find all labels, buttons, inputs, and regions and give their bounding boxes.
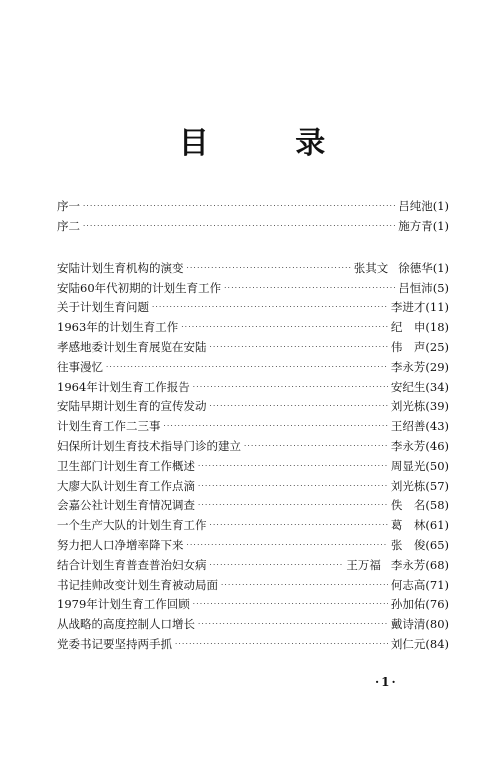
- dot-leader: [83, 202, 395, 210]
- dot-leader: [198, 462, 388, 470]
- entry-page: (29): [425, 359, 449, 374]
- entry-title: 关于计划生育问题: [57, 300, 149, 315]
- dot-leader: [181, 323, 388, 331]
- entry-author: 徐德华: [398, 260, 433, 275]
- dot-leader: [193, 600, 388, 608]
- entry-page: (25): [425, 340, 449, 355]
- entry-page: (50): [425, 458, 449, 473]
- toc-entry: [57, 555, 449, 575]
- entry-author: 李永芳: [390, 439, 426, 454]
- entry-title: 会嘉公社计划生育情况调查: [57, 498, 195, 513]
- entry-author: 戴诗清: [390, 617, 426, 632]
- dot-leader: [244, 442, 388, 450]
- entry-page: (46): [425, 439, 449, 454]
- entry-page: (18): [425, 320, 449, 335]
- toc-entry: [57, 614, 449, 634]
- entry-coauthor: 张其文: [353, 260, 389, 275]
- entry-author: 张 俊: [390, 538, 426, 553]
- page-number: ·1·: [375, 675, 398, 689]
- entry-title: 序一: [57, 198, 80, 213]
- entry-page: (1): [432, 260, 449, 275]
- entry-page: (58): [425, 498, 449, 513]
- toc-entry: [57, 416, 449, 436]
- entry-author: 纪 申: [390, 320, 426, 335]
- toc-entry: [57, 317, 449, 337]
- toc-entry: [57, 298, 449, 318]
- toc-entry: [57, 456, 449, 476]
- entry-author: 吕纯池: [398, 198, 433, 213]
- entry-author: 李永芳: [390, 359, 426, 374]
- entry-page: (80): [425, 617, 449, 632]
- entry-author: 安纪生: [390, 379, 426, 394]
- dot-leader: [164, 422, 388, 430]
- dot-leader: [210, 561, 344, 569]
- entry-title: 一个生产大队的计划生育工作: [57, 518, 207, 533]
- entry-author: 李永芳: [390, 557, 426, 572]
- entry-title: 往事漫忆: [57, 359, 103, 374]
- entry-page: (61): [425, 518, 449, 533]
- preface-list: [57, 196, 449, 236]
- entry-title: 1964年计划生育工作报告: [57, 379, 190, 394]
- entry-title: 安陆计划生育机构的演变: [57, 260, 184, 275]
- toc-entry: [57, 575, 449, 595]
- toc-entry: [57, 515, 449, 535]
- entry-title: 安陆早期计划生育的宣传发动: [57, 399, 207, 414]
- dot-leader: [187, 264, 351, 272]
- entry-page: (84): [425, 637, 449, 652]
- entry-title: 计划生育工作二三事: [57, 419, 161, 434]
- entry-author: 施方青: [398, 218, 433, 233]
- toc-entry: [57, 216, 449, 236]
- entry-page: (1): [432, 198, 449, 213]
- entry-page: (1): [432, 218, 449, 233]
- toc-entry: [57, 196, 449, 216]
- entry-page: (5): [432, 280, 449, 295]
- entry-page: (57): [425, 478, 449, 493]
- entry-page: (71): [425, 577, 449, 592]
- toc-entry: [57, 258, 449, 278]
- entry-title: 书记挂帅改变计划生育被动局面: [57, 577, 218, 592]
- dot-leader: [83, 222, 395, 230]
- dot-leader: [221, 581, 388, 589]
- entry-author: 佚 名: [390, 498, 426, 513]
- dot-leader: [187, 541, 388, 549]
- entry-title: 妇保所计划生育技术指导门诊的建立: [57, 439, 241, 454]
- entry-title: 结合计划生育普查普治妇女病: [57, 557, 207, 572]
- entry-page: (76): [425, 597, 449, 612]
- entry-coauthor: 王万福: [346, 557, 381, 572]
- dot-leader: [175, 640, 388, 648]
- entry-author: 刘光栋: [390, 478, 426, 493]
- dot-leader: [193, 383, 388, 391]
- entry-author: 吕恒沛: [398, 280, 433, 295]
- toc-entry: [57, 337, 449, 357]
- entry-author: 孙加佑: [390, 597, 426, 612]
- entry-page: (43): [425, 419, 449, 434]
- entry-author: 伟 声: [390, 340, 426, 355]
- entry-author: 刘光栋: [390, 399, 426, 414]
- toc-entry: [57, 436, 449, 456]
- entry-author: 王绍善: [390, 419, 426, 434]
- dot-leader: [210, 402, 388, 410]
- toc-entry: [57, 377, 449, 397]
- entry-author: 刘仁元: [390, 637, 426, 652]
- entry-author: 何志高: [390, 577, 426, 592]
- entry-title: 孝感地委计划生育展览在安陆: [57, 340, 207, 355]
- toc-entry: [57, 496, 449, 516]
- dot-leader: [210, 521, 388, 529]
- entry-page: (68): [425, 557, 449, 572]
- page-title: 目 录: [178, 126, 364, 161]
- toc-entry: [57, 535, 449, 555]
- toc-entry: [57, 397, 449, 417]
- dot-leader: [198, 620, 388, 628]
- entry-title: 1979年计划生育工作回顾: [57, 597, 190, 612]
- dot-leader: [106, 363, 388, 371]
- toc-entry: [57, 357, 449, 377]
- entry-page: (65): [425, 538, 449, 553]
- toc-list: [57, 258, 449, 654]
- entry-page: (39): [425, 399, 449, 414]
- entry-title: 卫生部门计划生育工作概述: [57, 458, 195, 473]
- entry-author: 李进才: [390, 300, 426, 315]
- toc-entry: [57, 278, 449, 298]
- entry-title: 努力把人口净增率降下来: [57, 538, 184, 553]
- dot-leader: [210, 343, 388, 351]
- entry-title: 大廖大队计划生育工作点滴: [57, 478, 195, 493]
- toc-entry: [57, 476, 449, 496]
- entry-author: 周显光: [390, 458, 426, 473]
- dot-leader: [198, 482, 388, 490]
- dot-leader: [152, 303, 388, 311]
- entry-title: 序二: [57, 218, 80, 233]
- entry-title: 从战略的高度控制人口增长: [57, 617, 195, 632]
- entry-title: 安陆60年代初期的计划生育工作: [57, 280, 222, 295]
- entry-title: 党委书记要坚持两手抓: [57, 637, 172, 652]
- toc-entry: [57, 634, 449, 654]
- entry-page: (34): [425, 379, 449, 394]
- entry-title: 1963年的计划生育工作: [57, 320, 179, 335]
- toc-entry: [57, 595, 449, 615]
- entry-page: (11): [425, 300, 449, 315]
- dot-leader: [224, 284, 395, 292]
- dot-leader: [198, 501, 388, 509]
- entry-author: 葛 林: [390, 518, 426, 533]
